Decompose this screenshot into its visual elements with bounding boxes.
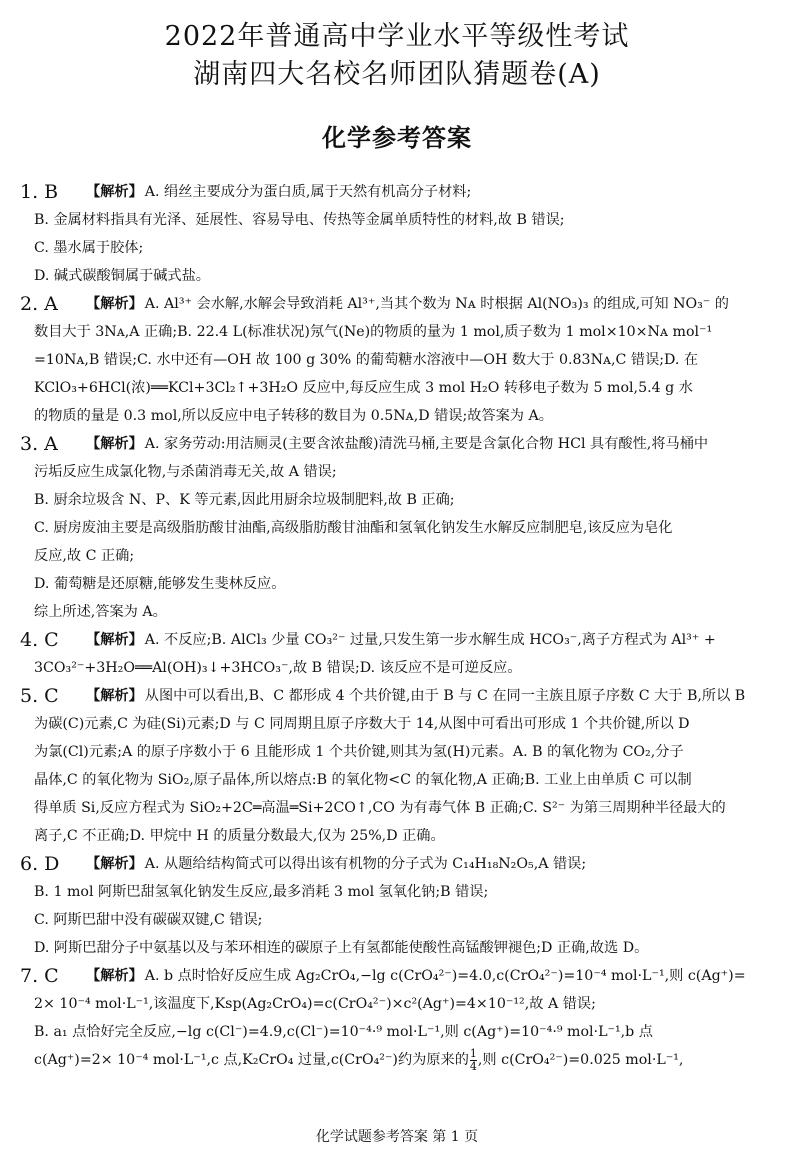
answer-line	[20, 1046, 776, 1074]
answer-key-title: 化学参考答案	[322, 123, 472, 152]
analysis-tag: 【解析】	[86, 856, 143, 872]
answer-line: A. 绢丝主要成分为蛋白质,属于天然有机高分子材料;	[144, 184, 472, 200]
answer-line: D. 碱式碳酸铜属于碱式盐。	[34, 268, 210, 284]
answer-line: KClO₃+6HCl(浓)══KCl+3Cl₂↑+3H₂O 反应中,每反应生成 3 mol H₂O 转移电子数为 5 mol,5.4 g 水	[34, 380, 693, 396]
answer-item-6	[20, 850, 776, 962]
analysis-tag: 【解析】	[86, 296, 143, 312]
answer-line: 离子,C 不正确;D. 甲烷中 H 的质量分数最大,仅为 25%,D 正确。	[34, 828, 445, 844]
answer-number: 2. A	[20, 293, 58, 315]
fraction-numerator: 1	[469, 1046, 477, 1060]
answer-line: 为碳(C)元素,C 为硅(Si)元素;D 与 C 同周期且原子序数大于 14,从图中可看出可形成 1 个共价键,所以 D	[34, 716, 690, 732]
answer-line: 2× 10⁻⁴ mol·L⁻¹,该温度下,Ksp(Ag₂CrO₄)=c(CrO₄²⁻)×c²(Ag⁺)=4×10⁻¹²,故 A 错误;	[34, 996, 596, 1012]
answer-item-4	[20, 626, 776, 682]
answer-number: 3. A	[20, 433, 58, 455]
answer-number: 5. C	[20, 685, 59, 707]
answer-line: A. 不反应;B. AlCl₃ 少量 CO₃²⁻ 过量,只发生第一步水解生成 HCO₃⁻,离子方程式为 Al³⁺ +	[144, 632, 716, 648]
answer-line: A. 从题给结构简式可以得出该有机物的分子式为 C₁₄H₁₈N₂O₅,A 错误;	[144, 856, 587, 872]
answer-line: A. b 点时恰好反应生成 Ag₂CrO₄,−lg c(CrO₄²⁻)=4.0,c(CrO₄²⁻)=10⁻⁴ mol·L⁻¹,则 c(Ag⁺)=	[144, 968, 746, 984]
answer-line: 综上所述,答案为 A。	[34, 604, 167, 620]
exam-title-line1: 2022年普通高中学业水平等级性考试	[164, 21, 630, 52]
answer-line: A. 家务劳动:用洁厕灵(主要含浓盐酸)清洗马桶,主要是含氯化合物 HCl 具有酸性,将马桶中	[144, 436, 709, 452]
answer-line: B. 1 mol 阿斯巴甜氢氧化钠发生反应,最多消耗 3 mol 氢氧化钠;B 错误;	[34, 884, 489, 900]
answer-line: B. a₁ 点恰好完全反应,−lg c(Cl⁻)=4.9,c(Cl⁻)=10⁻⁴·⁹ mol·L⁻¹,则 c(Ag⁺)=10⁻⁴·⁹ mol·L⁻¹,b 点	[34, 1024, 653, 1040]
answer-line: 晶体,C 的氧化物为 SiO₂,原子晶体,所以熔点:B 的氧化物<C 的氧化物,A 正确;B. 工业上由单质 C 可以制	[34, 772, 692, 788]
answer-line: 从图中可以看出,B、C 都形成 4 个共价键,由于 B 与 C 在同一主族且原子序数 C 大于 B,所以 B	[144, 688, 746, 704]
answer-line: 的物质的量是 0.3 mol,所以反应中电子转移的数目为 0.5Nᴀ,D 错误;故答案为 A。	[34, 408, 553, 424]
answer-line: 污垢反应生成氯化物,与杀菌消毒无关,故 A 错误;	[34, 464, 337, 480]
answer-number: 7. C	[20, 965, 59, 987]
answer-number: 4. C	[20, 629, 59, 651]
answer-item-1	[20, 178, 776, 290]
answer-number: 6. D	[20, 853, 60, 875]
answer-item-3	[20, 430, 776, 626]
answer-line: D. 阿斯巴甜分子中氨基以及与苯环相连的碳原子上有氢都能使酸性高锰酸钾褪色;D 正确,故选 D。	[34, 940, 649, 956]
answer-line: A. Al³⁺ 会水解,水解会导致消耗 Al³⁺,当其个数为 Nᴀ 时根据 Al(NO₃)₃ 的组成,可知 NO₃⁻ 的	[144, 296, 729, 312]
answer-line: B. 厨余垃圾含 N、P、K 等元素,因此用厨余垃圾制肥料,故 B 正确;	[34, 492, 455, 508]
fraction-denominator: 4	[469, 1059, 477, 1073]
answer-line: 为氯(Cl)元素;A 的原子序数小于 6 且能形成 1 个共价键,则其为氢(H)元素。A. B 的氧化物为 CO₂,分子	[34, 744, 684, 760]
answer-item-7	[20, 962, 776, 1074]
fraction	[470, 1048, 477, 1073]
answer-line: B. 金属材料指具有光泽、延展性、容易导电、传热等金属单质特性的材料,故 B 错误;	[34, 212, 565, 228]
analysis-tag: 【解析】	[86, 688, 143, 704]
answer-line-text: c(Ag⁺)=2× 10⁻⁴ mol·L⁻¹,c 点,K₂CrO₄ 过量,c(CrO₄²⁻)约为原来的	[34, 1052, 469, 1068]
answer-line: C. 墨水属于胶体;	[34, 240, 144, 256]
answer-line: 数目大于 3Nᴀ,A 正确;B. 22.4 L(标准状况)氖气(Ne)的物质的量为 1 mol,质子数为 1 mol×10×Nᴀ mol⁻¹	[34, 324, 713, 340]
answer-line-text: ,则 c(CrO₄²⁻)=0.025 mol·L⁻¹,	[477, 1052, 684, 1068]
analysis-tag: 【解析】	[86, 184, 143, 200]
analysis-tag: 【解析】	[86, 632, 143, 648]
page-footer: 化学试题参考答案 第 1 页	[315, 1129, 479, 1145]
answer-line: 反应,故 C 正确;	[34, 548, 135, 564]
answer-body	[20, 178, 776, 1074]
answer-item-2	[20, 290, 776, 430]
answer-line: C. 阿斯巴甜中没有碳碳双键,C 错误;	[34, 912, 263, 928]
answer-line: 3CO₃²⁻+3H₂O══Al(OH)₃↓+3HCO₃⁻,故 B 错误;D. 该反应不是可逆反应。	[34, 660, 522, 676]
exam-title-line2: 湖南四大名校名师团队猜题卷(A)	[193, 59, 601, 90]
analysis-tag: 【解析】	[86, 968, 143, 984]
answer-line: C. 厨房废油主要是高级脂肪酸甘油酯,高级脂肪酸甘油酯和氢氧化钠发生水解反应制肥皂,该反应为皂化	[34, 520, 673, 536]
answer-number: 1. B	[20, 181, 59, 203]
answer-line: D. 葡萄糖是还原糖,能够发生斐林反应。	[34, 576, 286, 592]
answer-item-5	[20, 682, 776, 850]
analysis-tag: 【解析】	[86, 436, 143, 452]
answer-line: =10Nᴀ,B 错误;C. 水中还有—OH 故 100 g 30% 的葡萄糖水溶液中—OH 数大于 0.83Nᴀ,C 错误;D. 在	[34, 352, 699, 368]
answer-line: 得单质 Si,反应方程式为 SiO₂+2C═高温═Si+2CO↑,CO 为有毒气体 B 正确;C. S²⁻ 为第三周期种半径最大的	[34, 800, 726, 816]
